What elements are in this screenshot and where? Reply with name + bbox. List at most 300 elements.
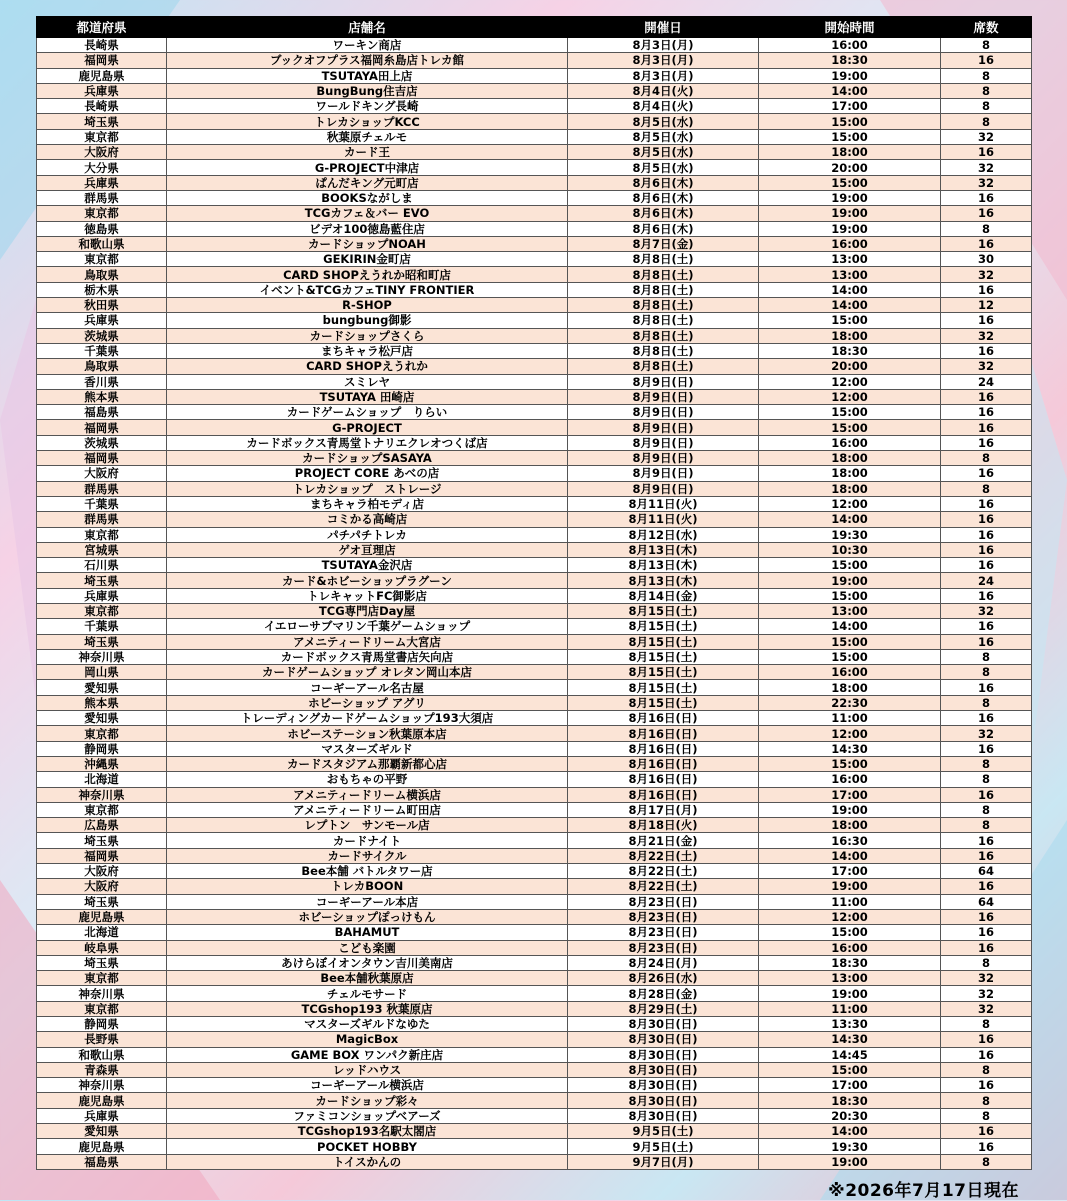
event-date-cell: 8月4日(火) xyxy=(568,99,759,114)
prefecture-cell: 東京都 xyxy=(37,129,167,144)
event-schedule-table xyxy=(36,16,1032,1170)
table-header-row xyxy=(37,17,1032,38)
prefecture-cell: 兵庫県 xyxy=(37,175,167,190)
prefecture-cell: 鹿児島県 xyxy=(37,909,167,924)
seat-count-cell: 16 xyxy=(941,879,1032,894)
table-row xyxy=(37,726,1032,741)
event-date-cell: 9月7日(月) xyxy=(568,1154,759,1169)
prefecture-cell: 香川県 xyxy=(37,374,167,389)
table-row xyxy=(37,879,1032,894)
event-date-cell: 8月22日(土) xyxy=(568,848,759,863)
store-name-cell: ビデオ100徳島藍住店 xyxy=(167,221,568,236)
prefecture-cell: 愛知県 xyxy=(37,1124,167,1139)
store-name-cell: イエローサブマリン千葉ゲームショップ xyxy=(167,619,568,634)
prefecture-cell: 愛知県 xyxy=(37,680,167,695)
prefecture-cell: 青森県 xyxy=(37,1062,167,1077)
store-name-cell: CARD SHOPえうれか昭和町店 xyxy=(167,267,568,282)
table-row xyxy=(37,1078,1032,1093)
seat-count-cell: 8 xyxy=(941,68,1032,83)
table-row xyxy=(37,99,1032,114)
event-date-cell: 8月15日(土) xyxy=(568,695,759,710)
store-name-cell: ファミコンショップベアーズ xyxy=(167,1108,568,1123)
event-date-cell: 8月9日(日) xyxy=(568,389,759,404)
start-time-cell: 18:30 xyxy=(759,1093,941,1108)
table-row xyxy=(37,955,1032,970)
seat-count-cell: 16 xyxy=(941,496,1032,511)
seat-count-cell: 8 xyxy=(941,772,1032,787)
start-time-cell: 14:00 xyxy=(759,619,941,634)
start-time-cell: 14:45 xyxy=(759,1047,941,1062)
event-date-cell: 8月5日(水) xyxy=(568,160,759,175)
prefecture-cell: 東京都 xyxy=(37,527,167,542)
table-row xyxy=(37,114,1032,129)
seat-count-cell: 16 xyxy=(941,680,1032,695)
start-time-cell: 18:30 xyxy=(759,343,941,358)
event-date-cell: 8月16日(日) xyxy=(568,756,759,771)
start-time-cell: 16:00 xyxy=(759,772,941,787)
start-time-cell: 16:00 xyxy=(759,665,941,680)
start-time-cell: 19:00 xyxy=(759,221,941,236)
table-row xyxy=(37,481,1032,496)
store-name-cell: ゲオ亘理店 xyxy=(167,542,568,557)
seat-count-cell: 16 xyxy=(941,313,1032,328)
table-row xyxy=(37,252,1032,267)
seat-count-cell: 32 xyxy=(941,359,1032,374)
prefecture-cell: 兵庫県 xyxy=(37,313,167,328)
seat-count-cell: 8 xyxy=(941,665,1032,680)
event-date-cell: 8月8日(土) xyxy=(568,343,759,358)
store-name-cell: TCGshop193名駅太閤店 xyxy=(167,1124,568,1139)
start-time-cell: 14:00 xyxy=(759,83,941,98)
table-row xyxy=(37,328,1032,343)
prefecture-cell: 栃木県 xyxy=(37,282,167,297)
prefecture-cell: 鹿児島県 xyxy=(37,1139,167,1154)
seat-count-cell: 8 xyxy=(941,955,1032,970)
start-time-cell: 19:00 xyxy=(759,190,941,205)
prefecture-cell: 埼玉県 xyxy=(37,114,167,129)
start-time-cell: 20:00 xyxy=(759,359,941,374)
start-time-cell: 14:30 xyxy=(759,1032,941,1047)
event-date-cell: 8月12日(水) xyxy=(568,527,759,542)
store-name-cell: TCGカフェ＆バー EVO xyxy=(167,206,568,221)
seat-count-cell: 32 xyxy=(941,726,1032,741)
table-row xyxy=(37,496,1032,511)
table-row xyxy=(37,665,1032,680)
event-date-cell: 8月15日(土) xyxy=(568,680,759,695)
prefecture-cell: 秋田県 xyxy=(37,298,167,313)
table-row xyxy=(37,160,1032,175)
prefecture-cell: 静岡県 xyxy=(37,741,167,756)
table-row xyxy=(37,512,1032,527)
seat-count-cell: 16 xyxy=(941,634,1032,649)
seat-count-cell: 32 xyxy=(941,328,1032,343)
store-name-cell: BOOKSながしま xyxy=(167,190,568,205)
event-date-cell: 8月23日(日) xyxy=(568,894,759,909)
prefecture-cell: 岐阜県 xyxy=(37,940,167,955)
start-time-cell: 20:30 xyxy=(759,1108,941,1123)
prefecture-cell: 千葉県 xyxy=(37,343,167,358)
start-time-cell: 11:00 xyxy=(759,894,941,909)
column-header-prefecture: 都道府県 xyxy=(37,17,167,38)
table-row xyxy=(37,83,1032,98)
start-time-cell: 18:30 xyxy=(759,955,941,970)
event-date-cell: 9月5日(土) xyxy=(568,1139,759,1154)
store-name-cell: Bee本舗秋葉原店 xyxy=(167,971,568,986)
start-time-cell: 12:00 xyxy=(759,726,941,741)
prefecture-cell: 埼玉県 xyxy=(37,833,167,848)
store-name-cell: イベント&TCGカフェTINY FRONTIER xyxy=(167,282,568,297)
store-name-cell: カードゲームショップ りらい xyxy=(167,405,568,420)
start-time-cell: 19:30 xyxy=(759,527,941,542)
event-date-cell: 8月5日(水) xyxy=(568,114,759,129)
prefecture-cell: 長野県 xyxy=(37,1032,167,1047)
table-row xyxy=(37,313,1032,328)
table-row xyxy=(37,420,1032,435)
table-row xyxy=(37,741,1032,756)
prefecture-cell: 北海道 xyxy=(37,772,167,787)
seat-count-cell: 16 xyxy=(941,833,1032,848)
start-time-cell: 17:00 xyxy=(759,99,941,114)
store-name-cell: カードボックス青馬堂トナリエクレオつくば店 xyxy=(167,435,568,450)
store-name-cell: POCKET HOBBY xyxy=(167,1139,568,1154)
start-time-cell: 22:30 xyxy=(759,695,941,710)
table-row xyxy=(37,588,1032,603)
table-row xyxy=(37,1017,1032,1032)
prefecture-cell: 千葉県 xyxy=(37,619,167,634)
store-name-cell: PROJECT CORE あべの店 xyxy=(167,466,568,481)
table-row xyxy=(37,787,1032,802)
event-date-cell: 8月18日(火) xyxy=(568,818,759,833)
prefecture-cell: 熊本県 xyxy=(37,389,167,404)
prefecture-cell: 神奈川県 xyxy=(37,1078,167,1093)
event-date-cell: 8月8日(土) xyxy=(568,267,759,282)
event-date-cell: 8月28日(金) xyxy=(568,986,759,1001)
table-row xyxy=(37,236,1032,251)
start-time-cell: 16:30 xyxy=(759,833,941,848)
seat-count-cell: 16 xyxy=(941,848,1032,863)
store-name-cell: ブックオフプラス福岡糸島店トレカ館 xyxy=(167,53,568,68)
start-time-cell: 12:00 xyxy=(759,909,941,924)
start-time-cell: 15:00 xyxy=(759,313,941,328)
store-name-cell: マスターズギルドなゆた xyxy=(167,1017,568,1032)
prefecture-cell: 徳島県 xyxy=(37,221,167,236)
event-date-cell: 8月3日(月) xyxy=(568,38,759,53)
start-time-cell: 12:00 xyxy=(759,374,941,389)
start-time-cell: 19:00 xyxy=(759,68,941,83)
table-row xyxy=(37,695,1032,710)
table-row xyxy=(37,986,1032,1001)
table-row xyxy=(37,1032,1032,1047)
table-row xyxy=(37,405,1032,420)
seat-count-cell: 16 xyxy=(941,405,1032,420)
event-date-cell: 8月15日(土) xyxy=(568,603,759,618)
event-date-cell: 8月8日(土) xyxy=(568,328,759,343)
start-time-cell: 13:00 xyxy=(759,267,941,282)
seat-count-cell: 8 xyxy=(941,83,1032,98)
table-row xyxy=(37,1108,1032,1123)
event-date-cell: 8月5日(水) xyxy=(568,129,759,144)
event-date-cell: 8月8日(土) xyxy=(568,359,759,374)
store-name-cell: トイスかんの xyxy=(167,1154,568,1169)
event-date-cell: 8月13日(木) xyxy=(568,573,759,588)
table-row xyxy=(37,971,1032,986)
store-name-cell: カード王 xyxy=(167,145,568,160)
store-name-cell: おもちゃの平野 xyxy=(167,772,568,787)
event-date-cell: 8月3日(月) xyxy=(568,68,759,83)
store-name-cell: Bee本舗 バトルタワー店 xyxy=(167,864,568,879)
seat-count-cell: 16 xyxy=(941,420,1032,435)
store-name-cell: カードサイクル xyxy=(167,848,568,863)
prefecture-cell: 茨城県 xyxy=(37,328,167,343)
seat-count-cell: 8 xyxy=(941,1017,1032,1032)
store-name-cell: コーギーアール横浜店 xyxy=(167,1078,568,1093)
start-time-cell: 14:00 xyxy=(759,512,941,527)
event-date-cell: 8月6日(木) xyxy=(568,190,759,205)
table-row xyxy=(37,619,1032,634)
table-row xyxy=(37,558,1032,573)
start-time-cell: 13:30 xyxy=(759,1017,941,1032)
event-date-cell: 8月8日(土) xyxy=(568,313,759,328)
seat-count-cell: 16 xyxy=(941,925,1032,940)
start-time-cell: 15:00 xyxy=(759,420,941,435)
start-time-cell: 18:30 xyxy=(759,53,941,68)
table-row xyxy=(37,940,1032,955)
start-time-cell: 16:00 xyxy=(759,38,941,53)
store-name-cell: トレカショップ ストレージ xyxy=(167,481,568,496)
table-row xyxy=(37,466,1032,481)
table-row xyxy=(37,864,1032,879)
prefecture-cell: 神奈川県 xyxy=(37,787,167,802)
event-date-cell: 8月24日(月) xyxy=(568,955,759,970)
table-row xyxy=(37,374,1032,389)
store-name-cell: ワーキン商店 xyxy=(167,38,568,53)
event-date-cell: 8月9日(日) xyxy=(568,420,759,435)
column-header-date: 開催日 xyxy=(568,17,759,38)
prefecture-cell: 鹿児島県 xyxy=(37,68,167,83)
prefecture-cell: 北海道 xyxy=(37,925,167,940)
seat-count-cell: 8 xyxy=(941,1108,1032,1123)
start-time-cell: 14:30 xyxy=(759,741,941,756)
start-time-cell: 19:00 xyxy=(759,802,941,817)
prefecture-cell: 埼玉県 xyxy=(37,634,167,649)
store-name-cell: MagicBox xyxy=(167,1032,568,1047)
start-time-cell: 17:00 xyxy=(759,864,941,879)
table-row xyxy=(37,818,1032,833)
start-time-cell: 15:00 xyxy=(759,925,941,940)
event-date-cell: 8月9日(日) xyxy=(568,405,759,420)
event-date-cell: 8月30日(日) xyxy=(568,1017,759,1032)
seat-count-cell: 32 xyxy=(941,986,1032,1001)
seat-count-cell: 16 xyxy=(941,909,1032,924)
table-row xyxy=(37,603,1032,618)
prefecture-cell: 静岡県 xyxy=(37,1017,167,1032)
seat-count-cell: 16 xyxy=(941,1032,1032,1047)
store-name-cell: TCGshop193 秋葉原店 xyxy=(167,1001,568,1016)
start-time-cell: 13:00 xyxy=(759,252,941,267)
prefecture-cell: 茨城県 xyxy=(37,435,167,450)
store-name-cell: カードゲームショップ オレタン岡山本店 xyxy=(167,665,568,680)
store-name-cell: カード&ホビーショップラグーン xyxy=(167,573,568,588)
table-row xyxy=(37,680,1032,695)
event-date-cell: 8月22日(土) xyxy=(568,864,759,879)
seat-count-cell: 16 xyxy=(941,435,1032,450)
store-name-cell: BAHAMUT xyxy=(167,925,568,940)
event-date-cell: 8月14日(金) xyxy=(568,588,759,603)
event-date-cell: 8月6日(木) xyxy=(568,175,759,190)
start-time-cell: 18:00 xyxy=(759,451,941,466)
seat-count-cell: 16 xyxy=(941,389,1032,404)
event-date-cell: 8月17日(月) xyxy=(568,802,759,817)
prefecture-cell: 埼玉県 xyxy=(37,955,167,970)
prefecture-cell: 大阪府 xyxy=(37,145,167,160)
event-date-cell: 8月11日(火) xyxy=(568,512,759,527)
start-time-cell: 19:00 xyxy=(759,986,941,1001)
table-row xyxy=(37,1001,1032,1016)
event-date-cell: 8月7日(金) xyxy=(568,236,759,251)
table-row xyxy=(37,802,1032,817)
prefecture-cell: 広島県 xyxy=(37,818,167,833)
event-date-cell: 8月16日(日) xyxy=(568,741,759,756)
start-time-cell: 10:30 xyxy=(759,542,941,557)
event-date-cell: 8月13日(木) xyxy=(568,542,759,557)
table-row xyxy=(37,389,1032,404)
prefecture-cell: 兵庫県 xyxy=(37,1108,167,1123)
table-row xyxy=(37,282,1032,297)
start-time-cell: 12:00 xyxy=(759,496,941,511)
seat-count-cell: 64 xyxy=(941,894,1032,909)
seat-count-cell: 16 xyxy=(941,558,1032,573)
prefecture-cell: 大阪府 xyxy=(37,466,167,481)
store-name-cell: カードボックス青馬堂書店矢向店 xyxy=(167,649,568,664)
event-date-cell: 8月15日(土) xyxy=(568,649,759,664)
start-time-cell: 15:00 xyxy=(759,634,941,649)
start-time-cell: 14:00 xyxy=(759,282,941,297)
table-row xyxy=(37,175,1032,190)
start-time-cell: 20:00 xyxy=(759,160,941,175)
table-row xyxy=(37,129,1032,144)
prefecture-cell: 鳥取県 xyxy=(37,267,167,282)
prefecture-cell: 群馬県 xyxy=(37,190,167,205)
start-time-cell: 16:00 xyxy=(759,940,941,955)
seat-count-cell: 8 xyxy=(941,114,1032,129)
table-row xyxy=(37,772,1032,787)
store-name-cell: カードナイト xyxy=(167,833,568,848)
table-row xyxy=(37,267,1032,282)
store-name-cell: カードショップ彩々 xyxy=(167,1093,568,1108)
seat-count-cell: 16 xyxy=(941,527,1032,542)
seat-count-cell: 64 xyxy=(941,864,1032,879)
table-row xyxy=(37,649,1032,664)
store-name-cell: アメニティードリーム横浜店 xyxy=(167,787,568,802)
prefecture-cell: 福岡県 xyxy=(37,53,167,68)
store-name-cell: パチパチトレカ xyxy=(167,527,568,542)
store-name-cell: GEKIRIN金町店 xyxy=(167,252,568,267)
seat-count-cell: 16 xyxy=(941,619,1032,634)
prefecture-cell: 埼玉県 xyxy=(37,573,167,588)
seat-count-cell: 24 xyxy=(941,374,1032,389)
start-time-cell: 16:00 xyxy=(759,435,941,450)
event-date-cell: 8月29日(土) xyxy=(568,1001,759,1016)
seat-count-cell: 8 xyxy=(941,481,1032,496)
store-name-cell: R-SHOP xyxy=(167,298,568,313)
store-name-cell: コーギーアール名古屋 xyxy=(167,680,568,695)
prefecture-cell: 福岡県 xyxy=(37,420,167,435)
table-row xyxy=(37,68,1032,83)
store-name-cell: カードスタジアム那覇新都心店 xyxy=(167,756,568,771)
start-time-cell: 19:30 xyxy=(759,1139,941,1154)
prefecture-cell: 福島県 xyxy=(37,1154,167,1169)
event-date-cell: 8月9日(日) xyxy=(568,466,759,481)
table-row xyxy=(37,1139,1032,1154)
store-name-cell: トレカショップKCC xyxy=(167,114,568,129)
seat-count-cell: 16 xyxy=(941,741,1032,756)
prefecture-cell: 東京都 xyxy=(37,1001,167,1016)
table-row xyxy=(37,1047,1032,1062)
prefecture-cell: 兵庫県 xyxy=(37,588,167,603)
table-row xyxy=(37,527,1032,542)
store-name-cell: トレキャットFC御影店 xyxy=(167,588,568,603)
seat-count-cell: 8 xyxy=(941,38,1032,53)
event-date-cell: 8月9日(日) xyxy=(568,435,759,450)
seat-count-cell: 16 xyxy=(941,206,1032,221)
seat-count-cell: 16 xyxy=(941,282,1032,297)
seat-count-cell: 16 xyxy=(941,236,1032,251)
seat-count-cell: 8 xyxy=(941,451,1032,466)
start-time-cell: 19:00 xyxy=(759,573,941,588)
store-name-cell: ホビーショップぽっけもん xyxy=(167,909,568,924)
store-name-cell: ワールドキング長崎 xyxy=(167,99,568,114)
event-date-cell: 8月16日(日) xyxy=(568,787,759,802)
start-time-cell: 14:00 xyxy=(759,1124,941,1139)
event-date-cell: 8月30日(日) xyxy=(568,1078,759,1093)
seat-count-cell: 16 xyxy=(941,711,1032,726)
start-time-cell: 14:00 xyxy=(759,298,941,313)
seat-count-cell: 8 xyxy=(941,1062,1032,1077)
start-time-cell: 17:00 xyxy=(759,787,941,802)
table-row xyxy=(37,756,1032,771)
start-time-cell: 15:00 xyxy=(759,114,941,129)
store-name-cell: TSUTAYA 田崎店 xyxy=(167,389,568,404)
event-date-cell: 8月23日(日) xyxy=(568,925,759,940)
table-row xyxy=(37,206,1032,221)
seat-count-cell: 16 xyxy=(941,542,1032,557)
store-name-cell: まちキャラ柏モディ店 xyxy=(167,496,568,511)
store-name-cell: スミレヤ xyxy=(167,374,568,389)
seat-count-cell: 16 xyxy=(941,787,1032,802)
store-name-cell: 秋葉原チェルモ xyxy=(167,129,568,144)
start-time-cell: 19:00 xyxy=(759,206,941,221)
start-time-cell: 15:00 xyxy=(759,588,941,603)
prefecture-cell: 大阪府 xyxy=(37,864,167,879)
seat-count-cell: 16 xyxy=(941,512,1032,527)
store-name-cell: まちキャラ松戸店 xyxy=(167,343,568,358)
table-row xyxy=(37,145,1032,160)
event-date-cell: 8月16日(日) xyxy=(568,711,759,726)
seat-count-cell: 32 xyxy=(941,603,1032,618)
store-name-cell: カードショップNOAH xyxy=(167,236,568,251)
event-date-cell: 8月15日(土) xyxy=(568,634,759,649)
start-time-cell: 18:00 xyxy=(759,481,941,496)
seat-count-cell: 8 xyxy=(941,649,1032,664)
seat-count-cell: 16 xyxy=(941,1124,1032,1139)
start-time-cell: 19:00 xyxy=(759,1154,941,1169)
seat-count-cell: 16 xyxy=(941,1139,1032,1154)
store-name-cell: チェルモサード xyxy=(167,986,568,1001)
table-row xyxy=(37,298,1032,313)
seat-count-cell: 32 xyxy=(941,971,1032,986)
prefecture-cell: 東京都 xyxy=(37,971,167,986)
seat-count-cell: 32 xyxy=(941,1001,1032,1016)
